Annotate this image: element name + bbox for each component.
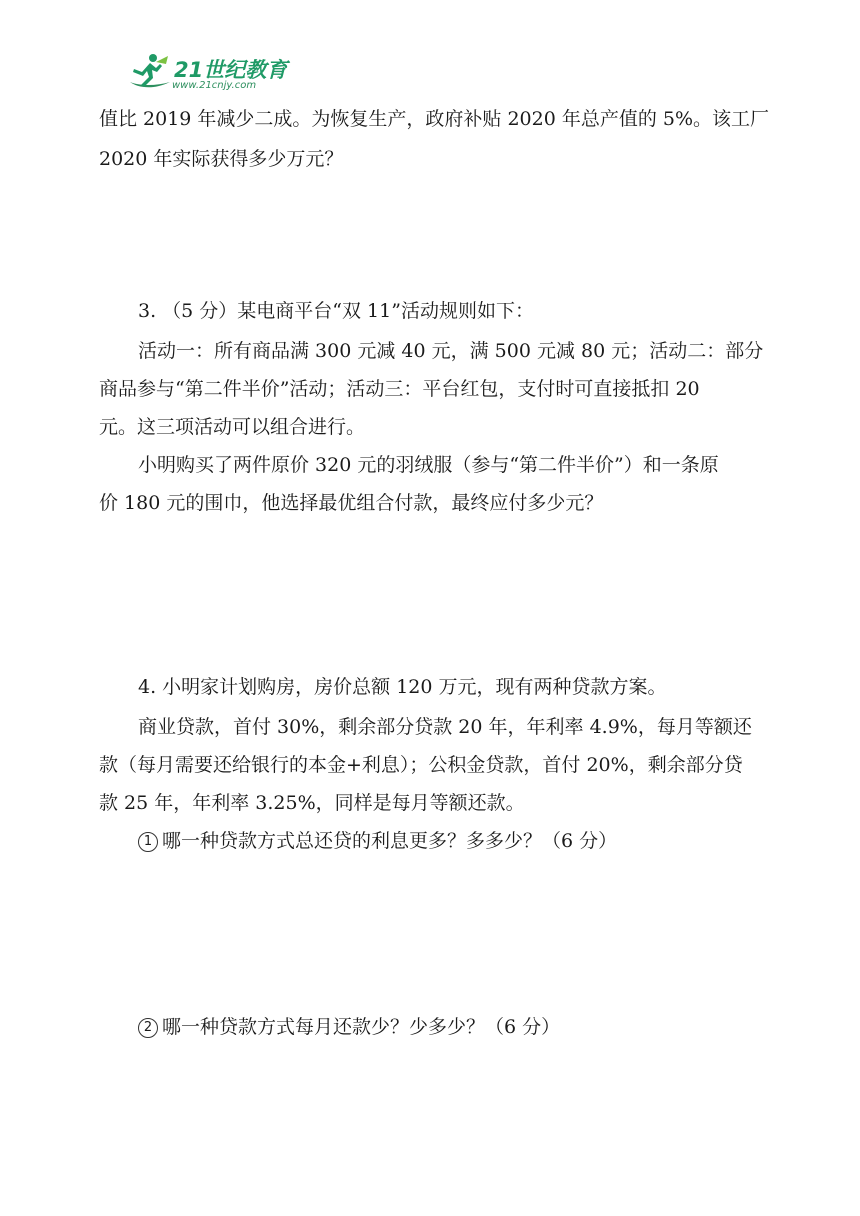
text-line-10: 商业贷款，首付 30%，剩余部分贷款 20 年，年利率 4.9%，每月等额还	[138, 716, 752, 738]
text-line-12: 款 25 年，年利率 3.25%，同样是每月等额还款。	[99, 792, 525, 814]
text-line-4: 活动一：所有商品满 300 元减 40 元，满 500 元减 80 元；活动二：部分	[138, 340, 764, 362]
text-line-1: 值比 2019 年减少二成。为恢复生产，政府补贴 2020 年总产值的 5%。该工厂	[99, 108, 770, 130]
sub-question-1-text: 哪一种贷款方式总还贷的利息更多？多多少？（6 分）	[162, 830, 618, 852]
text-line-6: 元。这三项活动可以组合进行。	[99, 416, 366, 438]
question-3-heading: 3. （5 分）某电商平台“双 11”活动规则如下：	[138, 300, 534, 322]
text-line-5: 商品参与“第二件半价”活动；活动三：平台红包，支付时可直接抵扣 20	[99, 378, 700, 400]
circled-number-1: 1	[138, 832, 158, 852]
logo-url: www.21cnjy.com	[172, 80, 257, 91]
question-4-heading: 4. 小明家计划购房，房价总额 120 万元，现有两种贷款方案。	[138, 676, 667, 698]
text-line-11: 款（每月需要还给银行的本金+利息）；公积金贷款，首付 20%，剩余部分贷	[99, 754, 743, 776]
sub-question-1	[138, 829, 617, 853]
text-line-7: 小明购买了两件原价 320 元的羽绒服（参与“第二件半价”）和一条原	[138, 454, 719, 476]
circled-number-2: 2	[138, 1018, 158, 1038]
sub-question-2	[138, 1015, 560, 1039]
site-logo	[126, 52, 296, 96]
runner-logo-icon	[126, 52, 172, 92]
text-line-2: 2020 年实际获得多少万元？	[99, 148, 344, 170]
logo-title: 21世纪教育	[174, 58, 288, 82]
text-line-8: 价 180 元的围巾，他选择最优组合付款，最终应付多少元？	[99, 492, 604, 514]
sub-question-2-text: 哪一种贷款方式每月还款少？少多少？（6 分）	[162, 1016, 561, 1038]
